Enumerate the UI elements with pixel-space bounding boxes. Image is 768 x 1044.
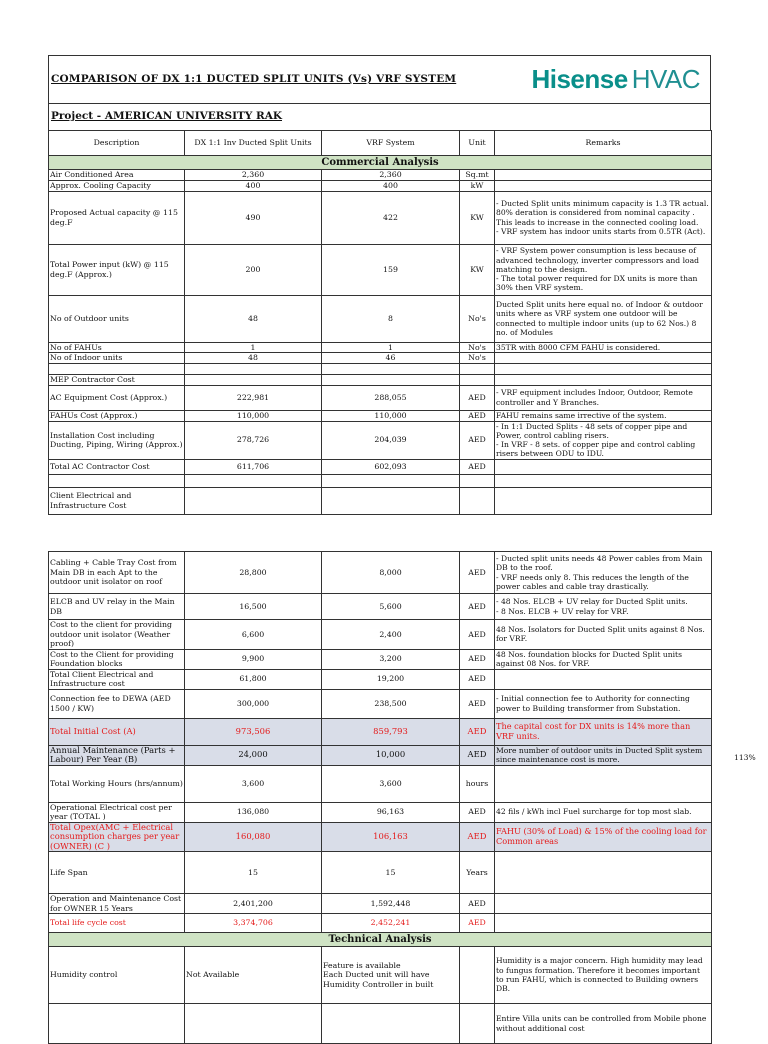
row-description: Approx. Cooling Capacity (49, 180, 185, 191)
row-vrf-value: 8 (322, 295, 460, 342)
comparison-table-2 (48, 551, 712, 1044)
row-dx-value: 6,600 (185, 620, 322, 650)
row-remarks: FAHU remains same irrective of the system. (495, 410, 712, 421)
row-description: Operational Electrical cost per year (TOTAL ) (49, 802, 185, 822)
row-remarks (495, 487, 712, 514)
table-row (49, 385, 712, 410)
row-remarks (495, 180, 712, 191)
row-unit: AED (460, 649, 495, 669)
table-row (49, 474, 712, 487)
table-row (49, 363, 712, 374)
table-row (49, 342, 712, 353)
table-row (49, 852, 712, 894)
row-description: Proposed Actual capacity @ 115 deg.F (49, 191, 185, 244)
row-description: Air Conditioned Area (49, 170, 185, 181)
row-vrf-value (322, 363, 460, 374)
row-unit (460, 374, 495, 385)
row-vrf-value: 422 (322, 191, 460, 244)
row-description: Cost to the client for providing outdoor unit isolator (Weather proof) (49, 620, 185, 650)
row-dx-value: 2,360 (185, 170, 322, 181)
row-dx-value: 16,500 (185, 594, 322, 620)
row-remarks: - Initial connection fee to Authority for connecting power to Building transformer from Substation. (495, 689, 712, 718)
row-unit: No's (460, 295, 495, 342)
row-unit: AED (460, 914, 495, 933)
row-dx-value: 28,800 (185, 552, 322, 594)
row-remarks: 48 Nos. foundation blocks for Ducted Split units against 08 Nos. for VRF. (495, 649, 712, 669)
table-row (49, 594, 712, 620)
row-unit (460, 947, 495, 1004)
col-dx: DX 1:1 Inv Ducted Split Units (185, 131, 322, 156)
table-row (49, 244, 712, 295)
table-row (49, 353, 712, 364)
side-percentage: 113% (734, 753, 756, 762)
row-dx-value: 300,000 (185, 689, 322, 718)
table-row (49, 374, 712, 385)
row-remarks: - 48 Nos. ELCB + UV relay for Ducted Split units. - 8 Nos. ELCB + UV relay for VRF. (495, 594, 712, 620)
commercial-rows (49, 170, 712, 515)
row-dx-value: 160,080 (185, 822, 322, 852)
row-vrf-value (322, 1004, 460, 1044)
row-remarks (495, 669, 712, 689)
row-description: No of FAHUs (49, 342, 185, 353)
row-vrf-value: 2,452,241 (322, 914, 460, 933)
table-row (49, 894, 712, 914)
row-unit: No's (460, 353, 495, 364)
row-description: MEP Contractor Cost (49, 374, 185, 385)
table-row (49, 802, 712, 822)
table-row (49, 552, 712, 594)
table-header-row (49, 131, 712, 156)
row-remarks (495, 459, 712, 474)
row-remarks (495, 363, 712, 374)
cost-rows (49, 552, 712, 1044)
row-description: Total Power input (kW) @ 115 deg.F (Approx.) (49, 244, 185, 295)
col-description: Description (49, 131, 185, 156)
table-row (49, 1004, 712, 1044)
row-description: No of Outdoor units (49, 295, 185, 342)
row-remarks (495, 374, 712, 385)
row-remarks (495, 170, 712, 181)
row-unit: AED (460, 718, 495, 745)
row-dx-value: 136,080 (185, 802, 322, 822)
row-remarks (495, 914, 712, 933)
row-vrf-value: 96,163 (322, 802, 460, 822)
row-description: FAHUs Cost (Approx.) (49, 410, 185, 421)
table-row (49, 718, 712, 745)
row-vrf-value: 5,600 (322, 594, 460, 620)
row-vrf-value: 859,793 (322, 718, 460, 745)
row-dx-value: 2,401,200 (185, 894, 322, 914)
row-dx-value: Not Available (185, 947, 322, 1004)
row-unit: AED (460, 669, 495, 689)
row-unit: AED (460, 421, 495, 459)
row-description: ELCB and UV relay in the Main DB (49, 594, 185, 620)
col-vrf: VRF System (322, 131, 460, 156)
row-dx-value: 3,374,706 (185, 914, 322, 933)
table-row (49, 180, 712, 191)
row-vrf-value (322, 487, 460, 514)
row-description: Humidity control (49, 947, 185, 1004)
table-row (49, 170, 712, 181)
row-remarks: More number of outdoor units in Ducted Split system since maintenance cost is more. (495, 745, 712, 765)
row-vrf-value: 3,600 (322, 765, 460, 802)
row-unit: AED (460, 385, 495, 410)
row-vrf-value: 400 (322, 180, 460, 191)
row-dx-value: 278,726 (185, 421, 322, 459)
row-remarks: 48 Nos. Isolators for Ducted Split units against 8 Nos. for VRF. (495, 620, 712, 650)
row-dx-value: 9,900 (185, 649, 322, 669)
row-remarks: - Ducted Split units minimum capacity is 1.3 TR actual. 80% deration is considered from nominal capacity . This leads to increase in the connected cooling load. - VRF system has indoor units starts from 0.5TR (Act). (495, 191, 712, 244)
row-remarks: Entire Villa units can be controlled from Mobile phone without additional cost (495, 1004, 712, 1044)
row-dx-value: 48 (185, 295, 322, 342)
row-remarks (495, 353, 712, 364)
row-vrf-value: 2,400 (322, 620, 460, 650)
table-row (49, 620, 712, 650)
row-vrf-value: 110,000 (322, 410, 460, 421)
row-vrf-value: 159 (322, 244, 460, 295)
row-unit: AED (460, 594, 495, 620)
row-vrf-value: 106,163 (322, 822, 460, 852)
document-title: COMPARISON OF DX 1:1 DUCTED SPLIT UNITS (Vs) VRF SYSTEM (51, 73, 457, 85)
row-unit: kW (460, 180, 495, 191)
row-unit: Sq.mt (460, 170, 495, 181)
row-dx-value: 973,506 (185, 718, 322, 745)
row-dx-value (185, 487, 322, 514)
comparison-sheet-continued (48, 551, 711, 1044)
row-remarks: - VRF equipment includes Indoor, Outdoor, Remote controller and Y Branches. (495, 385, 712, 410)
row-unit: AED (460, 410, 495, 421)
row-unit (460, 363, 495, 374)
table-row (49, 914, 712, 933)
row-remarks: Humidity is a major concern. High humidity may lead to fungus formation. Therefore it becomes important to run FAHU, which is connected to Building owners DB. (495, 947, 712, 1004)
row-unit: AED (460, 745, 495, 765)
row-description: No of Indoor units (49, 353, 185, 364)
row-remarks (495, 765, 712, 802)
row-description: Cost to the Client for providing Foundation blocks (49, 649, 185, 669)
row-description (49, 1004, 185, 1044)
row-vrf-value (322, 374, 460, 385)
row-vrf-value: 19,200 (322, 669, 460, 689)
table-row (49, 421, 712, 459)
row-description: Annual Maintenance (Parts + Labour) Per Year (B) (49, 745, 185, 765)
row-vrf-value: 238,500 (322, 689, 460, 718)
row-dx-value (185, 1004, 322, 1044)
row-remarks: - Ducted split units needs 48 Power cables from Main DB to the roof. - VRF needs only 8. This reduces the length of the power cables and cable tray drastically. (495, 552, 712, 594)
row-unit: AED (460, 552, 495, 594)
row-unit (460, 1004, 495, 1044)
row-unit (460, 474, 495, 487)
table-row (49, 689, 712, 718)
logo-suffix: HVAC (631, 64, 700, 94)
table-row (49, 191, 712, 244)
row-vrf-value: 15 (322, 852, 460, 894)
row-remarks: - In 1:1 Ducted Splits - 48 sets of copper pipe and Power, control cabling risers. - In VRF - 8 sets. of copper pipe and control cabling risers between ODU to IDU. (495, 421, 712, 459)
row-vrf-value: 10,000 (322, 745, 460, 765)
row-description: Total life cycle cost (49, 914, 185, 933)
row-unit: KW (460, 244, 495, 295)
row-dx-value: 400 (185, 180, 322, 191)
row-unit: hours (460, 765, 495, 802)
table-row (49, 459, 712, 474)
table-row (49, 947, 712, 1004)
table-row (49, 295, 712, 342)
table-row (49, 410, 712, 421)
table-row (49, 765, 712, 802)
col-unit: Unit (460, 131, 495, 156)
row-unit: Years (460, 852, 495, 894)
row-vrf-value: 46 (322, 353, 460, 364)
row-description: Total Working Hours (hrs/annum) (49, 765, 185, 802)
row-description: Cabling + Cable Tray Cost from Main DB in each Apt to the outdoor unit isolator on roof (49, 552, 185, 594)
table-row (49, 649, 712, 669)
table-row (49, 822, 712, 852)
row-vrf-value: 288,055 (322, 385, 460, 410)
row-description: Operation and Maintenance Cost for OWNER 15 Years (49, 894, 185, 914)
row-dx-value: 611,706 (185, 459, 322, 474)
row-description (49, 474, 185, 487)
row-dx-value (185, 363, 322, 374)
row-dx-value: 1 (185, 342, 322, 353)
row-unit (460, 487, 495, 514)
row-dx-value: 48 (185, 353, 322, 364)
row-vrf-value (322, 474, 460, 487)
row-vrf-value: 602,093 (322, 459, 460, 474)
comparison-sheet (48, 55, 711, 515)
row-description: Client Electrical and Infrastructure Cost (49, 487, 185, 514)
row-dx-value (185, 374, 322, 385)
row-dx-value: 15 (185, 852, 322, 894)
row-description: Installation Cost including Ducting, Piping, Wiring (Approx.) (49, 421, 185, 459)
row-unit: AED (460, 689, 495, 718)
row-unit: AED (460, 802, 495, 822)
row-unit: KW (460, 191, 495, 244)
section-technical (49, 933, 712, 947)
hisense-logo (531, 64, 700, 95)
row-unit: AED (460, 459, 495, 474)
row-remarks (495, 894, 712, 914)
row-description: Life Span (49, 852, 185, 894)
row-remarks: The capital cost for DX units is 14% more than VRF units. (495, 718, 712, 745)
row-description (49, 363, 185, 374)
row-description: AC Equipment Cost (Approx.) (49, 385, 185, 410)
row-description: Total Initial Cost (A) (49, 718, 185, 745)
row-remarks (495, 852, 712, 894)
row-unit: No's (460, 342, 495, 353)
row-dx-value: 3,600 (185, 765, 322, 802)
row-remarks: 35TR with 8000 CFM FAHU is considered. (495, 342, 712, 353)
row-unit: AED (460, 620, 495, 650)
project-title: Project - AMERICAN UNIVERSITY RAK (48, 103, 711, 130)
row-vrf-value: 3,200 (322, 649, 460, 669)
row-unit: AED (460, 822, 495, 852)
title-row (48, 55, 711, 103)
row-dx-value: 490 (185, 191, 322, 244)
row-remarks: - VRF System power consumption is less because of advanced technology, inverter compressors and load matching to the design. - The total power required for DX units is more than 30% then VRF system. (495, 244, 712, 295)
section-title: Commercial Analysis (49, 156, 712, 170)
row-vrf-value: 204,039 (322, 421, 460, 459)
row-dx-value: 110,000 (185, 410, 322, 421)
section-commercial (49, 156, 712, 170)
row-dx-value: 200 (185, 244, 322, 295)
logo-brand: Hisense (531, 64, 628, 94)
row-remarks: FAHU (30% of Load) & 15% of the cooling load for Common areas (495, 822, 712, 852)
table-row (49, 745, 712, 765)
col-remarks: Remarks (495, 131, 712, 156)
row-dx-value: 222,981 (185, 385, 322, 410)
row-description: Connection fee to DEWA (AED 1500 / KW) (49, 689, 185, 718)
row-vrf-value: 8,000 (322, 552, 460, 594)
row-remarks: Ducted Split units here equal no. of Indoor & outdoor units where as VRF system one outdoor will be connected to multiple indoor units (up to 62 Nos.) 8 no. of Modules (495, 295, 712, 342)
row-description: Total Opex(AMC + Electrical consumption charges per year (OWNER) (C ) (49, 822, 185, 852)
row-unit: AED (460, 894, 495, 914)
row-vrf-value: 1 (322, 342, 460, 353)
row-vrf-value: 2,360 (322, 170, 460, 181)
row-dx-value: 24,000 (185, 745, 322, 765)
row-vrf-value: 1,592,448 (322, 894, 460, 914)
table-row (49, 669, 712, 689)
row-dx-value (185, 474, 322, 487)
row-remarks: 42 fils / kWh incl Fuel surcharge for top most slab. (495, 802, 712, 822)
section-title: Technical Analysis (49, 933, 712, 947)
comparison-table (48, 130, 712, 515)
row-description: Total AC Contractor Cost (49, 459, 185, 474)
table-row (49, 487, 712, 514)
row-description: Total Client Electrical and Infrastructure cost (49, 669, 185, 689)
row-remarks (495, 474, 712, 487)
row-dx-value: 61,800 (185, 669, 322, 689)
row-vrf-value: Feature is available Each Ducted unit will have Humidity Controller in built (322, 947, 460, 1004)
